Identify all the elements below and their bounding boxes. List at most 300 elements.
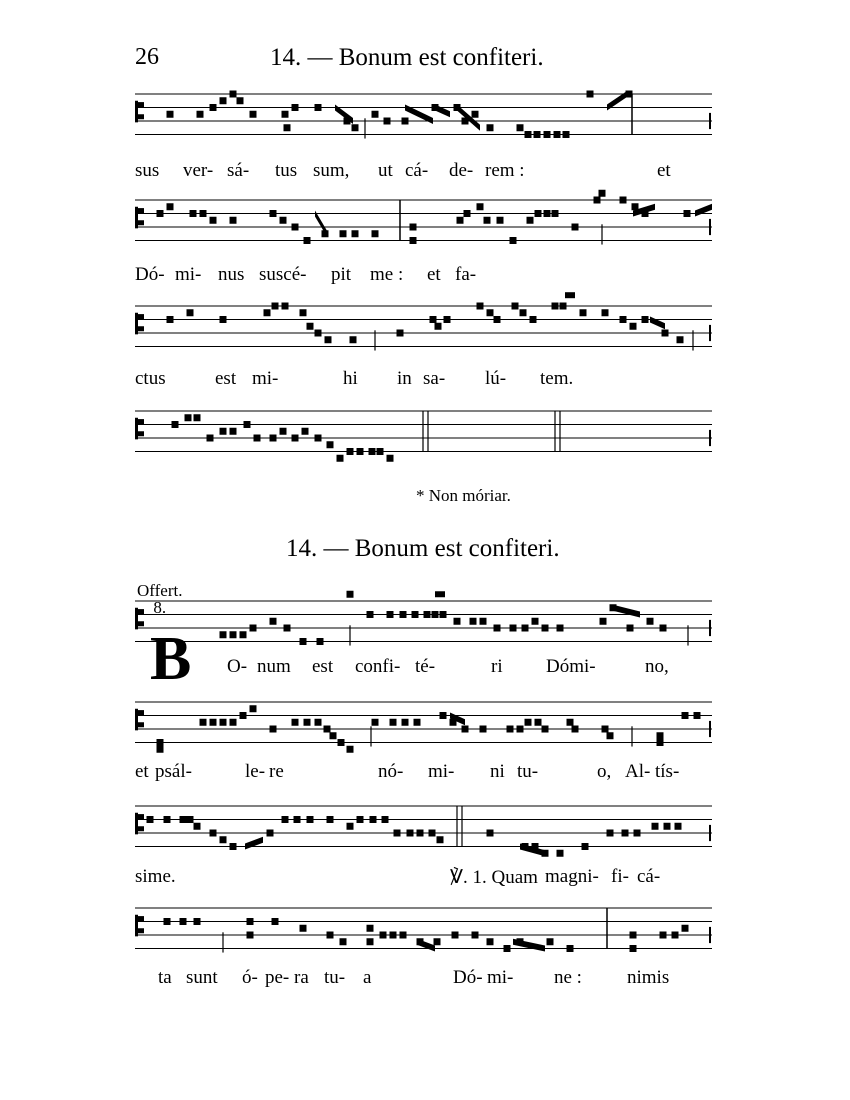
repetition-incipit: * Non móriar. [416,486,511,505]
bar-double [423,411,428,452]
lyric-syllable: suscé- [259,264,307,285]
note-punctum [472,932,479,939]
staff-lines [135,298,712,360]
note-punctum [190,210,197,217]
lyric-syllable: mi- [428,761,455,782]
lyric-syllable: rem : [485,160,525,181]
note-punctum [517,124,524,131]
lyric-syllable: le- [245,761,266,782]
note-punctum [247,918,254,925]
note-ligature [417,939,435,952]
c-clef [135,709,144,731]
note-punctum [382,816,389,823]
note-punctum [527,217,534,224]
lyric-syllable: num [257,656,291,677]
note-punctum [435,323,442,330]
c-clef [135,313,144,335]
note-punctum [220,316,227,323]
note-punctum [247,932,254,939]
note-punctum [352,124,359,131]
page-number: 26 [135,44,159,70]
note-punctum [270,435,277,442]
note-punctum [282,816,289,823]
staff-lines [135,798,712,860]
note-punctum [677,336,684,343]
note-punctum [357,816,364,823]
lyric-syllable: ne : [554,967,582,988]
lyrics-line [135,866,735,890]
note-ligature [650,317,665,330]
note-punctum [510,237,517,244]
lyric-syllable: ó- [242,967,258,988]
lyrics-line [135,264,735,288]
lyric-syllable: a [363,967,372,988]
note-punctum [472,111,479,118]
staff [135,192,712,254]
note-punctum [200,210,207,217]
note-punctum [517,726,524,733]
note-punctum [464,210,471,217]
note-punctum [294,816,301,823]
lyrics-line [135,160,735,184]
note-punctum [580,309,587,316]
lyrics-line [135,967,735,991]
mode-number: 8. [153,598,167,617]
note-punctum [302,428,309,435]
note-punctum [372,230,379,237]
note-punctum [187,309,194,316]
note-punctum [552,303,559,310]
note-punctum [292,104,299,111]
note-punctum [440,712,447,719]
note-punctum [410,237,417,244]
lyric-syllable: Dómi- [546,656,596,677]
c-clef [135,101,144,123]
note-punctum [572,726,579,733]
note-punctum [230,428,237,435]
lyric-syllable: cá- [637,866,661,887]
c-clef [135,915,144,937]
note-punctum [567,719,574,726]
note-punctum [642,316,649,323]
lyric-syllable: psál- [155,761,192,782]
note-punctum [220,836,227,843]
lyric-syllable: nó- [378,761,404,782]
note-punctum [440,611,447,618]
note-punctum [535,719,542,726]
note-punctum [552,210,559,217]
note-punctum [630,932,637,939]
note-punctum [194,823,201,830]
note-ligature [245,837,263,850]
note-punctum [380,932,387,939]
note-punctum [210,719,217,726]
note-ligature [315,211,327,237]
note-punctum [327,816,334,823]
note-punctum [587,91,594,98]
note-punctum [430,316,437,323]
note-punctum [554,131,561,138]
lyric-syllable: et [427,264,441,285]
lyric-syllable: mi- [175,264,202,285]
note-punctum [164,816,171,823]
note-punctum [347,823,354,830]
note-punctum [390,932,397,939]
lyric-syllable: fa- [455,264,477,285]
lyric-syllable: ra [294,967,309,988]
note-punctum [662,330,669,337]
lyric-syllable: et [657,160,671,181]
note-punctum [487,938,494,945]
lyric-syllable: nus [218,264,245,285]
staff [135,403,712,465]
note-punctum [507,726,514,733]
note-punctum [187,816,194,823]
note-punctum [157,739,164,746]
note-punctum [147,816,154,823]
note-punctum [304,719,311,726]
c-clef [135,418,144,440]
note-punctum [477,203,484,210]
lyric-syllable: et [135,761,149,782]
lyric-syllable: pe- [265,967,290,988]
lyric-syllable: O- [227,656,248,677]
note-punctum [544,210,551,217]
lyric-syllable: cá- [405,160,429,181]
lyric-syllable: est [312,656,334,677]
staff-lines [135,694,712,756]
staff-lines [135,86,712,148]
note-punctum [414,719,421,726]
note-punctum [307,323,314,330]
note-punctum [530,316,537,323]
note-punctum [180,816,187,823]
note-punctum [402,118,409,125]
note-punctum [557,625,564,632]
note-punctum [494,625,501,632]
note-ligature [695,204,712,217]
note-punctum [284,625,291,632]
note-punctum [534,131,541,138]
note-punctum [250,705,257,712]
bar-double [555,411,560,452]
lyric-syllable: ut [378,160,393,181]
lyric-syllable: mi- [252,368,279,389]
lyric-syllable: sime. [135,866,176,887]
note-punctum [417,830,424,837]
note-punctum [630,945,637,952]
note-punctum [244,421,251,428]
staff [135,694,712,756]
note-punctum [660,625,667,632]
note-punctum [522,625,529,632]
running-header-title: 14. — Bonum est confiteri. [270,44,544,71]
lyric-syllable: lú- [485,368,507,389]
note-punctum [682,712,689,719]
note-ligature [513,939,545,952]
lyric-syllable: tís- [655,761,680,782]
initial-letter: B [150,625,192,693]
note-punctum [197,111,204,118]
lyric-syllable: de- [449,160,474,181]
note-punctum [424,611,431,618]
note-ligature [435,105,450,118]
note-punctum [357,448,364,455]
note-punctum [387,455,394,462]
note-punctum [480,726,487,733]
note-punctum [410,224,417,231]
note-punctum [510,625,517,632]
note-punctum [270,618,277,625]
note-punctum [535,210,542,217]
note-punctum [237,97,244,104]
lyric-syllable: confi- [355,656,401,677]
note-punctum [347,448,354,455]
note-punctum [300,638,307,645]
note-punctum [384,118,391,125]
mode-label [137,582,182,616]
note-punctum [390,719,397,726]
lyrics-line [135,368,735,392]
note-punctum [347,746,354,753]
note-punctum [607,732,614,739]
note-punctum [210,830,217,837]
note-punctum [230,217,237,224]
note-punctum [304,237,311,244]
note-punctum [367,611,374,618]
lyric-syllable: est [215,368,237,389]
note-punctum [250,625,257,632]
note-punctum [330,732,337,739]
note-punctum [630,323,637,330]
note-punctum [180,918,187,925]
note-punctum [282,303,289,310]
note-punctum [487,830,494,837]
note-punctum [164,918,171,925]
note-punctum [210,217,217,224]
note-punctum [172,421,179,428]
note-punctum [315,330,322,337]
note-punctum [484,217,491,224]
note-punctum [599,190,606,197]
note-punctum [660,932,667,939]
lyric-syllable: nimis [627,967,670,988]
lyric-syllable: sa- [423,368,446,389]
note-punctum [272,303,279,310]
note-punctum [315,104,322,111]
lyric-syllable: tu- [517,761,539,782]
note-punctum [657,732,664,739]
note-punctum [602,309,609,316]
note-punctum [220,719,227,726]
note-punctum [400,932,407,939]
note-punctum [542,625,549,632]
note-punctum [594,197,601,204]
note-punctum [412,611,419,618]
lyric-syllable: sus [135,160,160,181]
note-punctum [157,210,164,217]
note-punctum [602,726,609,733]
lyric-syllable: sum, [313,160,350,181]
note-punctum [652,823,659,830]
note-punctum [240,631,247,638]
note-punctum [627,625,634,632]
note-punctum [394,830,401,837]
note-punctum [340,230,347,237]
note-punctum [254,435,261,442]
note-punctum [572,224,579,231]
note-punctum [210,104,217,111]
note-punctum [434,938,441,945]
staff [135,298,712,360]
lyric-syllable: fi- [611,866,629,887]
note-punctum [280,217,287,224]
note-punctum [369,448,376,455]
bar-double [457,806,462,847]
note-punctum [340,938,347,945]
note-punctum [494,316,501,323]
note-punctum [230,631,237,638]
lyric-syllable: tem. [540,368,574,389]
c-clef [135,813,144,835]
note-punctum [400,611,407,618]
note-punctum [284,124,291,131]
note-punctum [230,91,237,98]
note-ligature [435,591,445,597]
lyric-syllable: ni [490,761,505,782]
note-punctum [672,932,679,939]
note-punctum [220,428,227,435]
staff-lines [135,593,712,655]
note-punctum [270,726,277,733]
lyric-syllable: Al- [625,761,651,782]
lyric-syllable: in [397,368,412,389]
note-punctum [207,435,214,442]
note-punctum [372,719,379,726]
note-punctum [647,618,654,625]
note-punctum [317,638,324,645]
note-punctum [267,830,274,837]
note-punctum [270,210,277,217]
lyric-syllable: ri [491,656,503,677]
note-punctum [682,925,689,932]
note-punctum [560,303,567,310]
staff [135,798,712,860]
note-punctum [347,591,354,598]
note-punctum [432,611,439,618]
lyric-syllable: re [269,761,284,782]
note-punctum [157,746,164,753]
note-punctum [520,309,527,316]
note-punctum [220,97,227,104]
note-punctum [582,843,589,850]
note-punctum [200,719,207,726]
staff-lines [135,900,712,962]
note-punctum [367,938,374,945]
note-punctum [367,925,374,932]
note-punctum [167,316,174,323]
staff [135,593,712,655]
lyric-syllable: sá- [227,160,250,181]
note-punctum [532,618,539,625]
note-punctum [230,719,237,726]
note-punctum [452,932,459,939]
c-clef [135,207,144,229]
note-punctum [675,823,682,830]
note-punctum [622,830,629,837]
note-punctum [557,850,564,857]
note-punctum [300,309,307,316]
note-punctum [547,938,554,945]
note-punctum [338,739,345,746]
lyric-syllable: magni- [545,866,599,887]
note-punctum [600,618,607,625]
staff [135,900,712,962]
note-punctum [167,111,174,118]
note-punctum [480,618,487,625]
lyrics-line [135,761,735,785]
lyric-syllable: o, [597,761,612,782]
note-punctum [250,111,257,118]
note-punctum [292,435,299,442]
note-punctum [272,918,279,925]
lyric-syllable: me : [370,264,404,285]
note-punctum [457,217,464,224]
note-punctum [387,611,394,618]
note-punctum [370,816,377,823]
note-punctum [352,230,359,237]
lyric-syllable: no, [645,656,669,677]
note-punctum [282,111,289,118]
lyric-syllable: ver- [183,160,214,181]
note-punctum [544,131,551,138]
lyric-syllable: sunt [186,967,218,988]
lyric-syllable: mi- [487,967,514,988]
note-punctum [292,719,299,726]
note-punctum [300,925,307,932]
note-punctum [167,203,174,210]
note-punctum [372,111,379,118]
note-punctum [620,316,627,323]
lyric-syllable: ℣. 1. Quam [450,867,538,888]
lyric-syllable: ctus [135,368,166,389]
staff [135,86,712,148]
note-punctum [429,830,436,837]
note-punctum [542,726,549,733]
note-punctum [620,197,627,204]
staff-lines [135,403,712,465]
note-punctum [487,309,494,316]
note-punctum [327,932,334,939]
lyric-syllable: ta [158,967,172,988]
lyrics-line [135,656,735,680]
genre-label: Offert. [137,581,183,600]
note-punctum [397,330,404,337]
note-punctum [315,435,322,442]
note-punctum [327,441,334,448]
note-punctum [325,336,332,343]
lyric-syllable: Dó- [453,967,483,988]
note-punctum [487,124,494,131]
staff-lines [135,192,712,254]
note-punctum [437,836,444,843]
note-punctum [337,455,344,462]
section-title: 14. — Bonum est confiteri. [286,535,560,562]
note-punctum [230,843,237,850]
note-punctum [444,316,451,323]
note-punctum [657,739,664,746]
note-punctum [402,719,409,726]
